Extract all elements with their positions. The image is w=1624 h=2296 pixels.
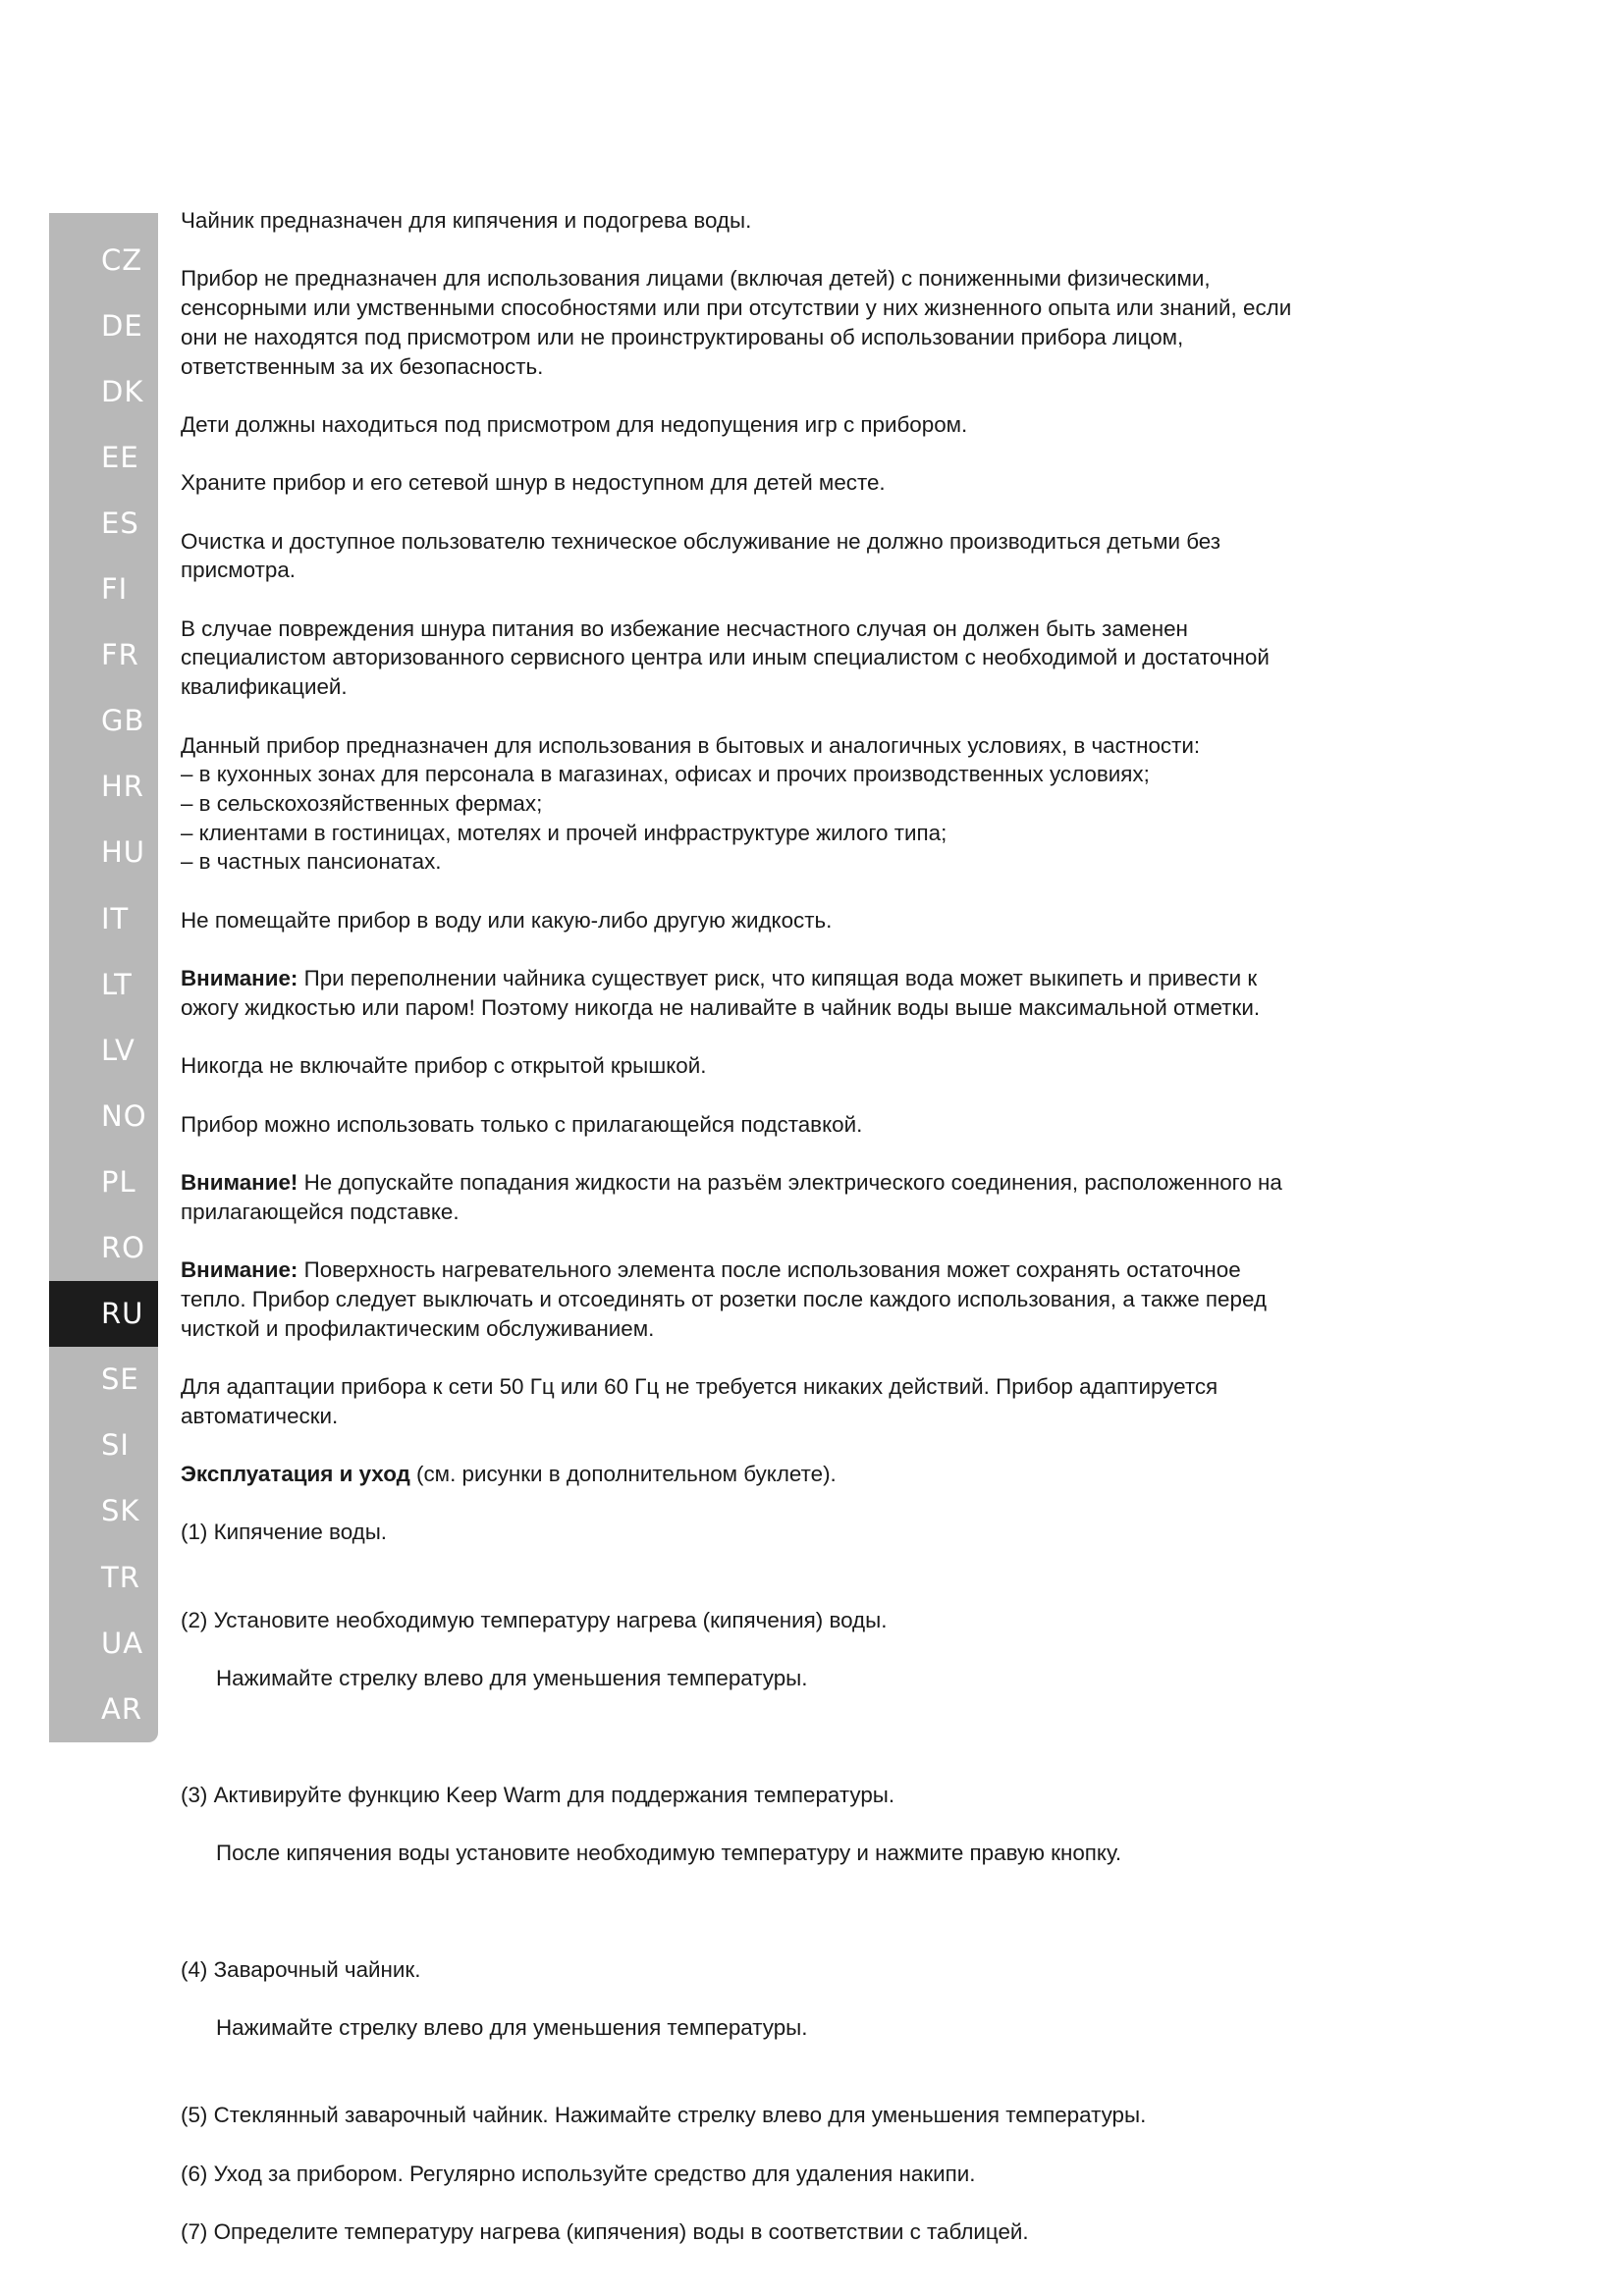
paragraph-restricted-users: Прибор не предназначен для использования лицами (включая детей) с пониженными физическими, сенсорными или умственными способностями или при отсутствии у них жизненного опыта или знаний, если они не находятся под присмотром или не проинструктированы об использовании прибора лицом, ответственным за их безопасность. <box>181 266 1292 379</box>
language-tab-tr[interactable]: TR <box>101 1560 140 1594</box>
step-2: (2) Установите необходимую температуру нагрева (кипячения) воды. Нажимайте стрелку влево для уменьшения температуры. <box>181 1607 888 1690</box>
language-tab-dk[interactable]: DK <box>101 374 144 408</box>
paragraph-purpose: Чайник предназначен для кипячения и подогрева воды. <box>181 208 752 233</box>
document-body <box>181 206 1457 2276</box>
paragraph-usage-conditions: Данный прибор предназначен для использования в бытовых и аналогичных условиях, в частности: – в кухонных зонах для персонала в магазинах, офисах и прочих производственных условиях; – в сельскохозяйственных фермах; – клиентами в гостиницах, мотелях и прочей инфраструктуре жилого типа; – в частных пансионатах. <box>181 732 1201 875</box>
paragraph-overfill-warning: Внимание: При переполнении чайника существует риск, что кипящая вода может выкипеть и привести к ожогу жидкостью или паром! Поэтому никогда не наливайте в чайник воды выше максимальной отметки. <box>181 966 1261 1020</box>
language-tab-fr[interactable]: FR <box>101 638 139 672</box>
paragraph-frequency: Для адаптации прибора к сети 50 Гц или 60 Гц не требуется никаких действий. Прибор адаптируется автоматически. <box>181 1373 1218 1428</box>
paragraph-no-immersion: Не помещайте прибор в воду или какую-либо другую жидкость. <box>181 907 833 933</box>
language-tab-hr[interactable]: HR <box>101 770 144 804</box>
paragraph-lid-warning: Никогда не включайте прибор с открытой крышкой. <box>181 1053 707 1079</box>
language-tab-ro[interactable]: RO <box>101 1231 145 1264</box>
step-7: (7) Определите температуру нагрева (кипячения) воды в соответствии с таблицей. <box>181 2219 1029 2245</box>
language-tab-cz[interactable]: CZ <box>101 242 143 277</box>
language-tab-ar[interactable]: AR <box>101 1691 142 1726</box>
step-5: (5) Стеклянный заварочный чайник. Нажимайте стрелку влево для уменьшения температуры. <box>181 2103 1147 2128</box>
step-1: (1) Кипячение воды. <box>181 1520 388 1545</box>
language-tab-sk[interactable]: SK <box>101 1494 140 1528</box>
language-tab-pl[interactable]: PL <box>101 1164 136 1199</box>
language-tab-gb[interactable]: GB <box>101 704 145 738</box>
step-3: (3) Активируйте функцию Keep Warm для поддержания температуры. После кипячения воды установите необходимую температуру и нажмите правую кнопку. <box>181 1782 1122 1866</box>
language-tab-es[interactable]: ES <box>101 506 139 540</box>
language-tab-de[interactable]: DE <box>101 308 143 343</box>
language-tab-fi[interactable]: FI <box>101 572 129 606</box>
paragraph-storage: Храните прибор и его сетевой шнур в недоступном для детей месте. <box>181 470 886 496</box>
language-tab-se[interactable]: SE <box>101 1362 139 1397</box>
paragraph-cord-replacement: В случае повреждения шнура питания во избежание несчастного случая он должен быть заменен специалистом авторизованного сервисного центра или иным специалистом с необходимой и достаточной квалификацией. <box>181 615 1270 700</box>
language-tab-hu[interactable]: HU <box>101 835 146 870</box>
language-tab-lt[interactable]: LT <box>101 967 133 1001</box>
language-tab-ru[interactable]: RU <box>49 1281 158 1347</box>
language-sidebar <box>49 213 158 1742</box>
section-heading: Эксплуатация и уход <box>181 1462 410 1487</box>
paragraph-base-only: Прибор можно использовать только с прилагающейся подставкой. <box>181 1111 863 1137</box>
language-tab-no[interactable]: NO <box>101 1098 147 1133</box>
paragraph-operation-heading: Эксплуатация и уход (см. рисунки в дополнительном буклете). <box>181 1462 837 1487</box>
language-tab-it[interactable]: IT <box>101 901 130 935</box>
language-tab-si[interactable]: SI <box>101 1428 130 1463</box>
warning-label: Внимание: <box>181 966 298 991</box>
step-4: (4) Заварочный чайник. Нажимайте стрелку влево для уменьшения температуры. <box>181 1956 808 2041</box>
warning-label: Внимание! <box>181 1170 298 1196</box>
paragraph-cleaning: Очистка и доступное пользователю техническое обслуживание не должно производиться детьми без присмотра. <box>181 528 1221 583</box>
paragraph-heat-warning: Внимание: Поверхность нагревательного элемента после использования может сохранять остаточное тепло. Прибор следует выключать и отсоединять от розетки после каждого использования, а также перед чисткой и профилактическим обслуживанием. <box>181 1257 1267 1341</box>
step-6: (6) Уход за прибором. Регулярно используйте средство для удаления накипи. <box>181 2161 976 2186</box>
warning-label: Внимание: <box>181 1257 298 1283</box>
language-tab-ee[interactable]: EE <box>101 440 139 474</box>
paragraph-children-supervision: Дети должны находиться под присмотром для недопущения игр с прибором. <box>181 411 968 437</box>
language-tab-ua[interactable]: UA <box>101 1626 144 1660</box>
language-tab-lv[interactable]: LV <box>101 1033 135 1067</box>
paragraph-connector-warning: Внимание! Не допускайте попадания жидкости на разъём электрического соединения, расположенного на прилагающейся подставке. <box>181 1170 1282 1224</box>
